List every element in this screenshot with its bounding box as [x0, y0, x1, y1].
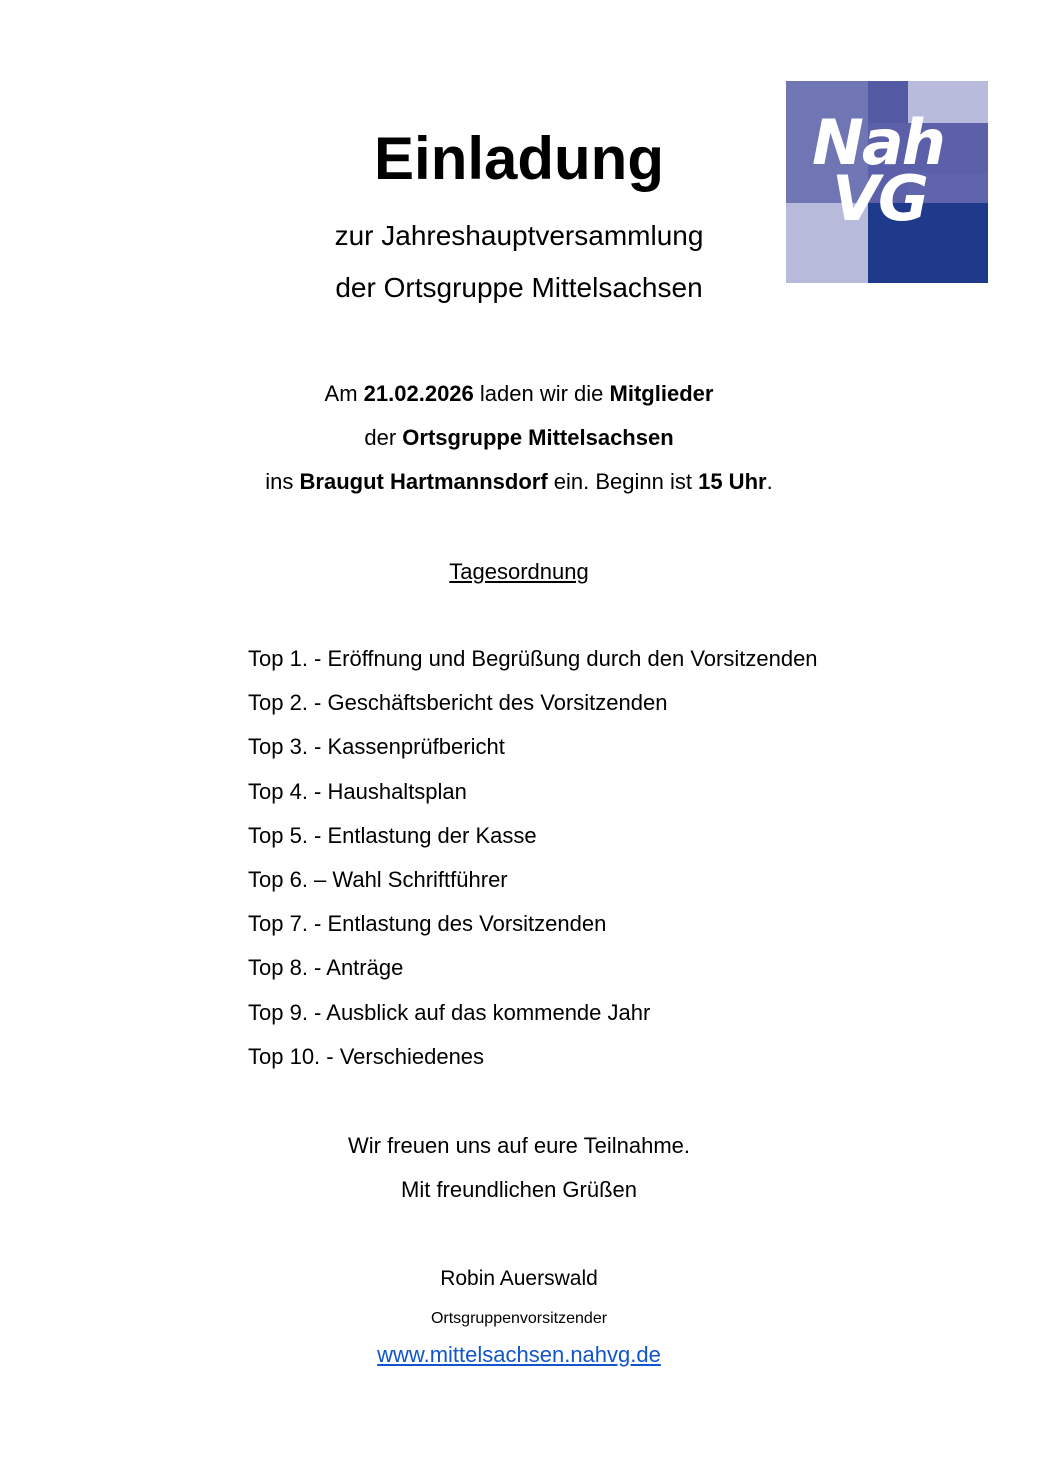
logo-lettering — [812, 106, 982, 235]
website-line — [0, 1341, 1038, 1369]
closing-line: Wir freuen uns auf eure Teilnahme. — [348, 1133, 690, 1158]
meeting-location: Braugut Hartmannsdorf — [299, 469, 548, 494]
intro-text: ein. Beginn ist — [547, 469, 699, 494]
intro-line-group — [0, 424, 1038, 452]
intro-text: der — [364, 425, 403, 450]
intro-text: . — [766, 469, 773, 494]
subtitle-meeting: zur Jahreshauptversammlung — [334, 220, 704, 251]
greeting-line: Mit freundlichen Grüßen — [401, 1177, 637, 1202]
meeting-time: 15 Uhr — [698, 469, 767, 494]
intro-text: Am — [324, 381, 364, 406]
agenda-item: Top 9. - Ausblick auf das kommende Jahr — [248, 999, 651, 1025]
logo-line-2: VG — [832, 162, 927, 235]
agenda-item: Top 8. - Anträge — [248, 955, 404, 981]
agenda-item: Top 3. - Kassenprüfbericht — [248, 734, 505, 760]
agenda-item: Top 5. - Entlastung der Kasse — [248, 822, 537, 848]
agenda-item: Top 1. - Eröffnung und Begrüßung durch den Vorsitzenden — [248, 646, 818, 671]
agenda-item: Top 2. - Geschäftsbericht des Vorsitzenden — [248, 690, 668, 716]
agenda-item: Top 7. - Entlastung des Vorsitzenden — [248, 911, 607, 937]
intro-line-date — [0, 380, 1038, 408]
subtitle-group: der Ortsgruppe Mittelsachsen — [335, 272, 703, 303]
agenda-item: Top 6. – Wahl Schriftführer — [248, 866, 508, 892]
page-title: Einladung — [374, 125, 664, 192]
intro-text: laden wir die — [473, 381, 610, 406]
agenda-heading: Tagesordnung — [449, 559, 589, 584]
signer-name: Robin Auerswald — [440, 1267, 598, 1290]
website-link[interactable]: www.mittelsachsen.nahvg.de — [377, 1342, 661, 1367]
agenda-item: Top 10. - Verschiedenes — [248, 1043, 485, 1069]
audience: Mitglieder — [609, 381, 714, 406]
agenda-list — [248, 645, 818, 1087]
nahvg-logo — [786, 81, 988, 283]
intro-line-location — [0, 468, 1038, 496]
logo-line-1: Nah — [812, 106, 944, 179]
group-name: Ortsgruppe Mittelsachsen — [402, 425, 674, 450]
signer-role: Ortsgruppenvorsitzender — [430, 1310, 608, 1327]
intro-text: ins — [265, 469, 300, 494]
agenda-item: Top 4. - Haushaltsplan — [248, 778, 467, 804]
meeting-date: 21.02.2026 — [363, 381, 474, 406]
